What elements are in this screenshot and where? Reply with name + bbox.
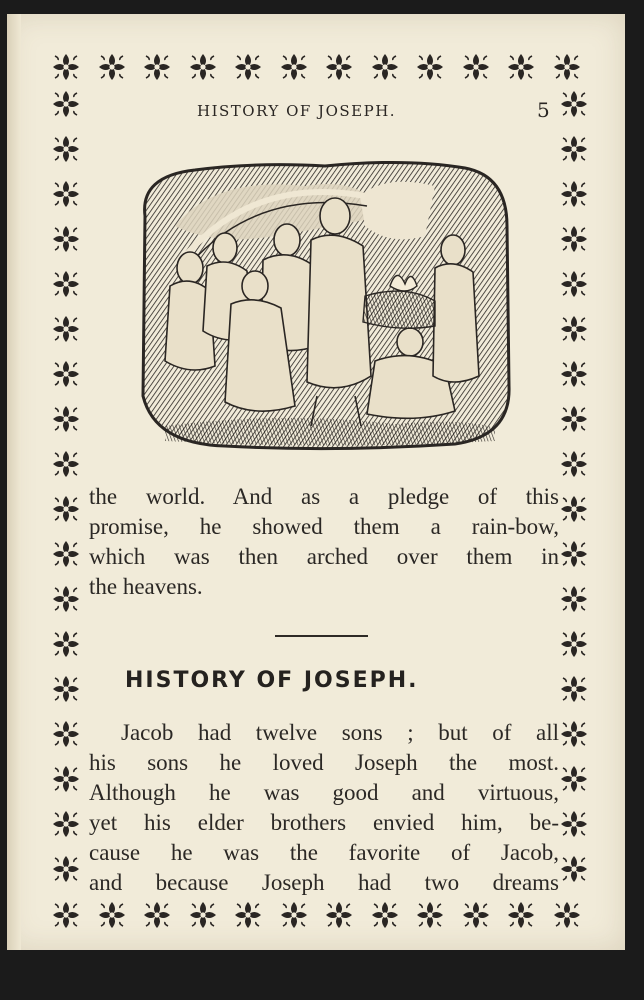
border-ornament-icon <box>50 673 82 705</box>
border-ornament-icon <box>414 899 446 931</box>
border-ornament-icon <box>50 899 82 931</box>
border-ornament-icon <box>50 178 82 210</box>
border-ornament-icon <box>558 223 590 255</box>
border-ornament-icon <box>558 268 590 300</box>
border-ornament-icon <box>50 88 82 120</box>
border-ornament-icon <box>278 899 310 931</box>
border-ornament-icon <box>187 51 219 83</box>
page-number: 5 <box>537 98 550 122</box>
text-line: Jacob had twelve sons ; but of all <box>121 720 559 745</box>
chapter-heading: HISTORY OF JOSEPH. <box>125 668 419 693</box>
ornamental-border-left <box>47 86 85 896</box>
ornamental-border-top <box>47 48 593 86</box>
border-ornament-icon <box>50 358 82 390</box>
border-ornament-icon <box>50 313 82 345</box>
border-ornament-icon <box>232 899 264 931</box>
border-ornament-icon <box>558 673 590 705</box>
border-ornament-icon <box>50 51 82 83</box>
border-ornament-icon <box>558 178 590 210</box>
text-line: Although he was good and virtuous, <box>89 780 559 805</box>
border-ornament-icon <box>50 628 82 660</box>
border-ornament-icon <box>50 223 82 255</box>
running-head: HISTORY OF JOSEPH. <box>197 102 397 120</box>
border-ornament-icon <box>50 808 82 840</box>
border-ornament-icon <box>460 51 492 83</box>
border-ornament-icon <box>323 899 355 931</box>
border-ornament-icon <box>50 268 82 300</box>
section-divider-rule <box>275 635 368 637</box>
border-ornament-icon <box>232 51 264 83</box>
text-line: and because Joseph had two dreams <box>89 870 559 895</box>
border-ornament-icon <box>278 51 310 83</box>
border-ornament-icon <box>414 51 446 83</box>
border-ornament-icon <box>460 899 492 931</box>
ornamental-border-bottom <box>47 896 593 934</box>
border-ornament-icon <box>141 899 173 931</box>
border-ornament-icon <box>558 538 590 570</box>
border-ornament-icon <box>50 448 82 480</box>
text-line: the heavens. <box>89 574 203 599</box>
border-ornament-icon <box>558 358 590 390</box>
border-ornament-icon <box>558 808 590 840</box>
border-ornament-icon <box>558 88 590 120</box>
ornamental-border-right <box>555 86 593 896</box>
border-ornament-icon <box>96 51 128 83</box>
book-page <box>7 14 625 950</box>
border-ornament-icon <box>505 51 537 83</box>
border-ornament-icon <box>558 313 590 345</box>
border-ornament-icon <box>369 899 401 931</box>
border-ornament-icon <box>551 899 583 931</box>
border-ornament-icon <box>50 718 82 750</box>
text-line: cause he was the favorite of Jacob, <box>89 840 559 865</box>
border-ornament-icon <box>558 448 590 480</box>
text-line: promise, he showed them a rain-bow, <box>89 514 559 539</box>
border-ornament-icon <box>141 51 173 83</box>
border-ornament-icon <box>50 853 82 885</box>
text-line: which was then arched over them in <box>89 544 559 569</box>
border-ornament-icon <box>558 763 590 795</box>
text-line: yet his elder brothers envied him, be- <box>89 810 559 835</box>
woodcut-illustration <box>135 156 515 452</box>
border-ornament-icon <box>558 628 590 660</box>
border-ornament-icon <box>558 133 590 165</box>
chapter-paragraph <box>89 718 559 898</box>
border-ornament-icon <box>50 538 82 570</box>
border-ornament-icon <box>50 133 82 165</box>
border-ornament-icon <box>187 899 219 931</box>
border-ornament-icon <box>50 583 82 615</box>
border-ornament-icon <box>505 899 537 931</box>
text-line: the world. And as a pledge of this <box>89 484 559 509</box>
continuation-paragraph <box>89 482 559 602</box>
text-line: his sons he loved Joseph the most. <box>89 750 559 775</box>
border-ornament-icon <box>551 51 583 83</box>
border-ornament-icon <box>558 403 590 435</box>
border-ornament-icon <box>558 493 590 525</box>
border-ornament-icon <box>323 51 355 83</box>
border-ornament-icon <box>558 853 590 885</box>
border-ornament-icon <box>369 51 401 83</box>
border-ornament-icon <box>50 403 82 435</box>
border-ornament-icon <box>50 493 82 525</box>
page-gutter-shadow <box>7 14 21 950</box>
border-ornament-icon <box>96 899 128 931</box>
border-ornament-icon <box>558 583 590 615</box>
border-ornament-icon <box>50 763 82 795</box>
border-ornament-icon <box>558 718 590 750</box>
